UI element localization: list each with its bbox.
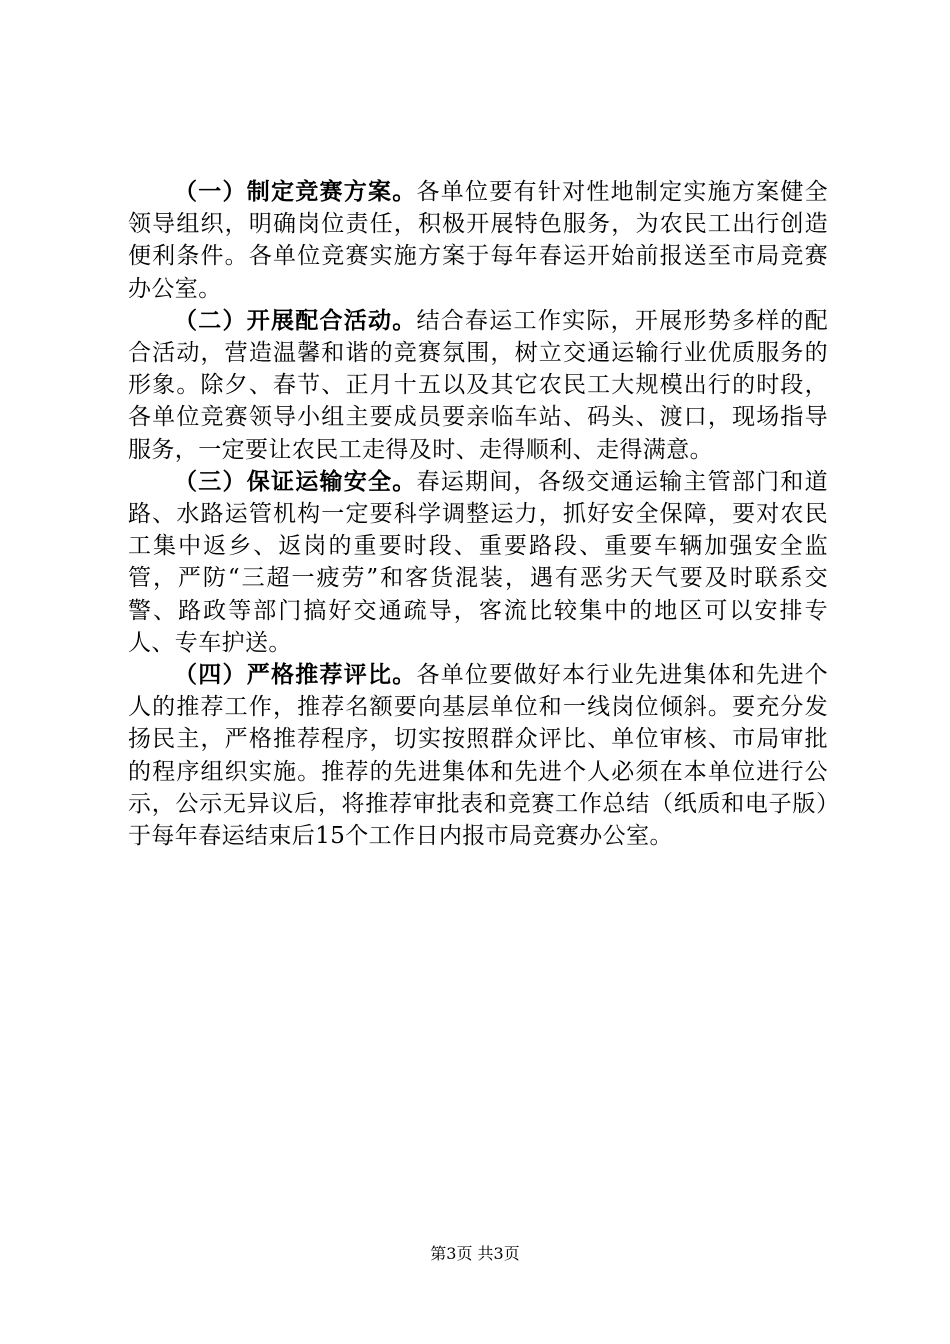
- paragraph-4-heading: （四）严格推荐评比。: [174, 662, 417, 689]
- paragraph-3: [128, 466, 828, 659]
- paragraph-3-heading: （三）保证运输安全。: [174, 468, 417, 495]
- page-footer: [0, 1244, 950, 1264]
- paragraph-4: [128, 659, 828, 852]
- paragraph-4-text: 各单位要做好本行业先进集体和先进个人的推荐工作，推荐名额要向基层单位和一线岗位倾斜。要充分发扬民主，严格推荐程序，切实按照群众评比、单位审核、市局审批的程序组织实施。推荐的先进集体和先进个人必须在本单位进行公示，公示无异议后，将推荐审批表和竞赛工作总结（纸质和电子版）于每年春运结束后15个工作日内报市局竞赛办公室。: [128, 662, 829, 850]
- paragraph-1: [128, 176, 828, 305]
- paragraph-2: [128, 305, 828, 466]
- paragraph-2-heading: （二）开展配合活动。: [174, 307, 417, 334]
- paragraph-1-heading: （一）制定竞赛方案。: [174, 179, 417, 205]
- page-number: 第3页 共3页: [430, 1244, 520, 1263]
- paragraph-3-text: 春运期间，各级交通运输主管部门和道路、水路运管机构一定要科学调整运力，抓好安全保障，要对农民工集中返乡、返岗的重要时段、重要路段、重要车辆加强安全监管，严防“三超一疲劳”和客货混装，遇有恶劣天气要及时联系交警、路政等部门搞好交通疏导，客流比较集中的地区可以安排专人、专车护送。: [128, 468, 829, 656]
- document-body: [128, 176, 828, 852]
- paragraph-2-text: 结合春运工作实际，开展形势多样的配合活动，营造温馨和谐的竞赛氛围，树立交通运输行业优质服务的形象。除夕、春节、正月十五以及其它农民工大规模出行的时段，各单位竞赛领导小组主要成员要亲临车站、码头、渡口，现场指导服务，一定要让农民工走得及时、走得顺利、走得满意。: [128, 307, 829, 463]
- paragraph-1-text: 各单位要有针对性地制定实施方案健全领导组织，明确岗位责任，积极开展特色服务，为农民工出行创造便利条件。各单位竞赛实施方案于每年春运开始前报送至市局竞赛办公室。: [128, 179, 829, 302]
